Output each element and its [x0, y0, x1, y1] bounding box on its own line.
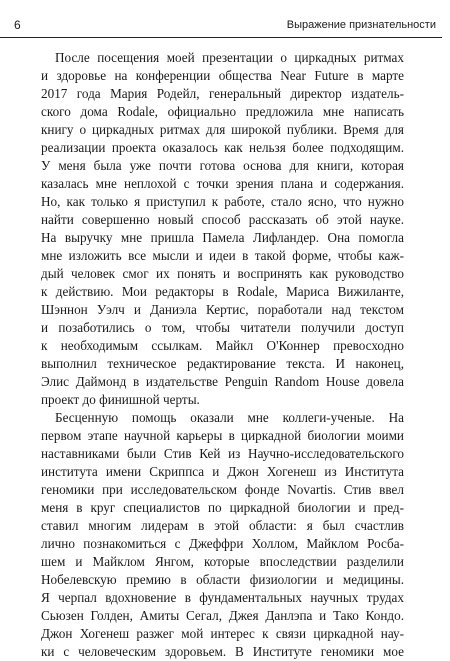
text-line: дый человек смог их понять и воспринять как руководство — [41, 266, 404, 281]
text-line: казалась мне неплохой с точки зрения плана и содержания. — [41, 176, 404, 191]
text-line: На выручку мне пришла Памела Лифландер. Она помогла — [41, 230, 404, 245]
text-line: ского дома Rodale, официально предложила мне написать — [41, 104, 404, 119]
text-line: 2017 года Мария Родейл, генеральный директор издатель- — [41, 86, 404, 101]
text-line: шем и Майклом Янгом, которые впоследствии разделили — [41, 554, 404, 569]
body-text — [41, 49, 404, 661]
text-line: Бесценную помощь оказали мне коллеги-ученые. На — [55, 410, 404, 425]
text-line: первом этапе научной карьеры в циркадной биологии моими — [41, 428, 404, 443]
text-line: института имени Скриппса и Джон Хогенеш из Института — [41, 464, 404, 479]
text-line: Сьюзен Голден, Амиты Сегал, Джея Данлэпа и Тако Кондо. — [41, 608, 404, 623]
text-line: наставниками были Стив Кей из Научно-исследовательского — [41, 446, 404, 461]
text-line: Джон Хогенеш разжег мой интерес к связи циркадной нау- — [41, 626, 404, 641]
text-line: выполнил техническое редактирование текста. И наконец, — [41, 356, 404, 371]
header-rule — [0, 37, 442, 38]
text-line: ставил многим лидерам в этой области: я был счастлив — [41, 518, 404, 533]
text-line: и позаботились о том, чтобы читатели получили доступ — [41, 320, 404, 335]
text-line: Но, как только я приступил к работе, стало ясно, что нужно — [41, 194, 404, 209]
text-line: геномики при исследовательском фонде Novartis. Стив ввел — [41, 482, 404, 497]
text-line: книгу о циркадных ритмах для широкой публики. Время для — [41, 122, 404, 137]
text-line: и здоровье на конференции общества Near Future в марте — [41, 68, 404, 83]
text-line: к действию. Мои редакторы в Rodale, Мариса Вижиланте, — [41, 284, 404, 299]
text-line: найти совершенно новый способ рассказать об этой науке. — [41, 212, 404, 227]
text-line: Элис Даймонд в издательстве Penguin Random House довела — [41, 374, 404, 389]
text-line: Нобелевскую премию в области физиологии и медицины. — [41, 572, 404, 587]
text-line: Шэннон Уэлч и Даниэла Кертис, поработали над текстом — [41, 302, 404, 317]
text-line: меня в круг специалистов по циркадной биологии и пред- — [41, 500, 404, 515]
running-header: Выражение признательности — [286, 19, 436, 31]
text-line: Я черпал вдохновение в фундаментальных научных трудах — [41, 590, 404, 605]
text-line: После посещения моей презентации о циркадных ритмах — [55, 50, 404, 65]
page-number: 6 — [14, 18, 21, 32]
text-line: к необходимым ссылкам. Майкл О'Коннер превосходно — [41, 338, 404, 353]
text-line: У меня была уже почти готова основа для книги, которая — [41, 158, 404, 173]
text-line: проект до финишной черты. — [41, 392, 200, 407]
text-line: ки с человеческим здоровьем. В Институте геномики мое — [41, 644, 404, 659]
text-line: мне изложить все мысли и идеи в такой форме, чтобы каж- — [41, 248, 404, 263]
text-line: лично познакомиться с Джеффри Холлом, Майклом Росба- — [41, 536, 404, 551]
text-line: реализации проекта оказалось как нельзя более подходящим. — [41, 140, 404, 155]
